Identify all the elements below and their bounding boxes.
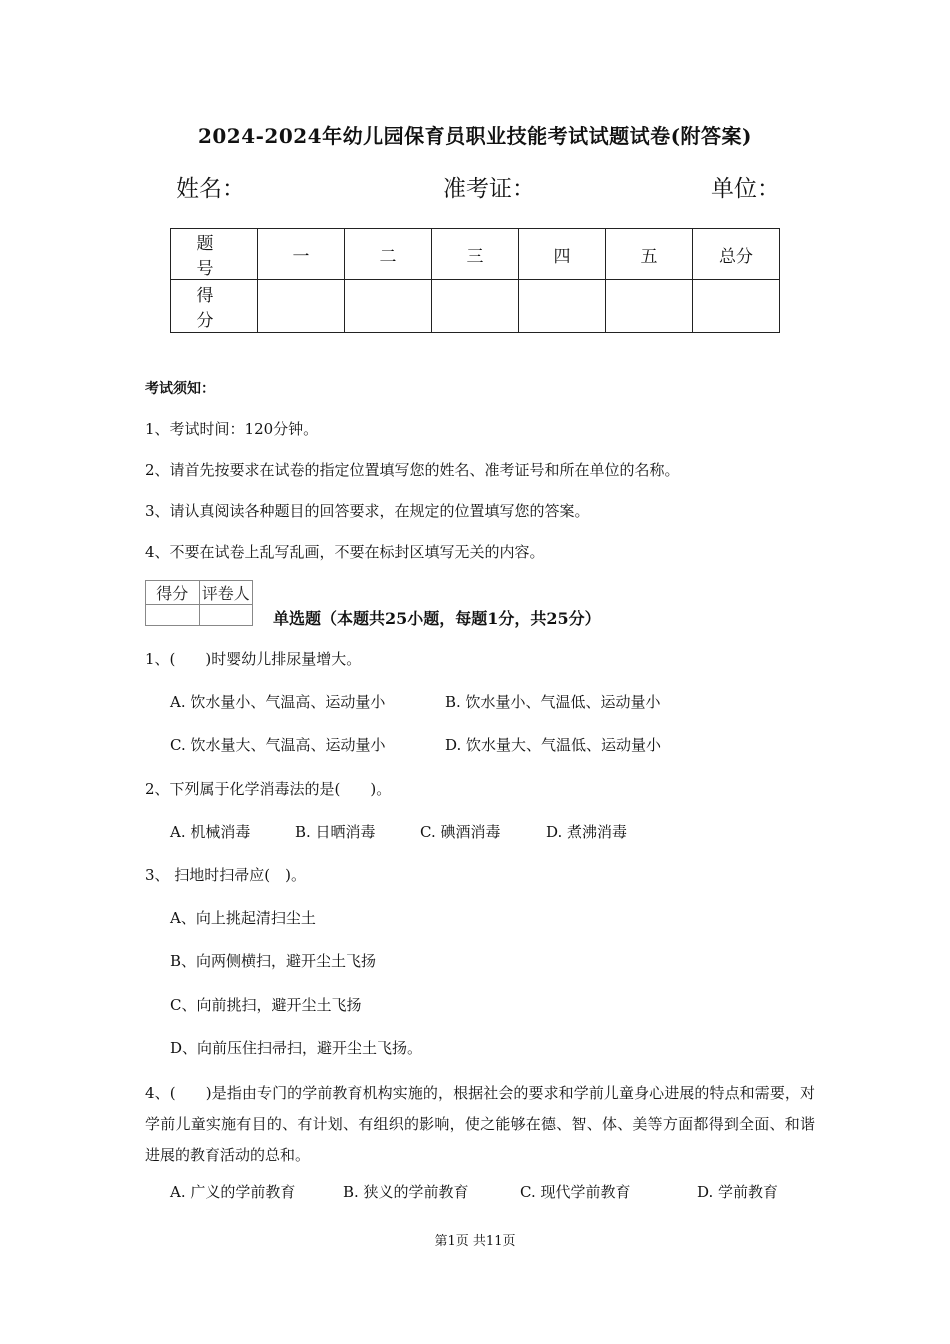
grader-reviewer-cell[interactable] xyxy=(199,605,253,626)
score-header-cell: 总分 xyxy=(693,229,780,280)
score-header-cell: 题 号 xyxy=(171,229,258,280)
option-a[interactable]: A. 机械消毒 xyxy=(170,823,251,841)
grader-table xyxy=(145,580,253,626)
option-c[interactable]: C. 饮水量大、气温高、运动量小 xyxy=(170,736,386,754)
notice-item: 1、考试时间：120分钟。 xyxy=(145,420,319,438)
notice-item: 3、请认真阅读各种题目的回答要求，在规定的位置填写您的答案。 xyxy=(145,502,590,520)
section-title: 单选题（本题共25小题，每题1分，共25分） xyxy=(273,609,601,628)
grader-score-label: 得分 xyxy=(146,581,200,605)
option-c[interactable]: C. 碘酒消毒 xyxy=(420,823,501,841)
score-input-cell[interactable] xyxy=(432,280,519,333)
score-input-cell[interactable] xyxy=(693,280,780,333)
score-input-cell[interactable] xyxy=(345,280,432,333)
option-b[interactable]: B、向两侧横扫，避开尘土飞扬 xyxy=(170,952,377,970)
option-d[interactable]: D. 学前教育 xyxy=(697,1183,779,1201)
score-header-cell: 一 xyxy=(258,229,345,280)
grader-reviewer-label: 评卷人 xyxy=(199,581,253,605)
question-stem: 3、 扫地时扫帚应( )。 xyxy=(145,866,307,884)
score-input-cell[interactable] xyxy=(519,280,606,333)
option-d[interactable]: D、向前压住扫帚扫，避开尘土飞扬。 xyxy=(170,1039,423,1057)
option-b[interactable]: B. 饮水量小、气温低、运动量小 xyxy=(445,693,661,711)
notice-item: 2、请首先按要求在试卷的指定位置填写您的姓名、准考证号和所在单位的名称。 xyxy=(145,461,680,479)
unit-field-label: 单位： xyxy=(711,176,780,202)
option-a[interactable]: A. 饮水量小、气温高、运动量小 xyxy=(170,693,386,711)
option-a[interactable]: A、向上挑起清扫尘土 xyxy=(170,909,316,927)
notice-heading: 考试须知： xyxy=(145,381,215,397)
score-table xyxy=(170,228,780,333)
option-c[interactable]: C. 现代学前教育 xyxy=(520,1183,631,1201)
option-b[interactable]: B. 狭义的学前教育 xyxy=(343,1183,469,1201)
score-header-cell: 四 xyxy=(519,229,606,280)
score-input-cell[interactable] xyxy=(606,280,693,333)
question-stem: 4、( )是指由专门的学前教育机构实施的，根据社会的要求和学前儿童身心进展的特点和需要，对学前儿童实施有目的、有计划、有组织的影响，使之能够在德、智、体、美等方面都得到全面、和谐进展的教育活动的总和。 xyxy=(145,1084,815,1164)
score-table-score-row xyxy=(171,280,780,333)
name-field-label: 姓名： xyxy=(176,176,245,202)
score-header-cell: 五 xyxy=(606,229,693,280)
option-b[interactable]: B. 日晒消毒 xyxy=(295,823,376,841)
score-table-header-row xyxy=(171,229,780,280)
score-header-cell: 三 xyxy=(432,229,519,280)
option-a[interactable]: A. 广义的学前教育 xyxy=(170,1183,296,1201)
score-header-cell: 二 xyxy=(345,229,432,280)
option-d[interactable]: D. 煮沸消毒 xyxy=(546,823,628,841)
page-footer: 第1页 共11页 xyxy=(434,1234,516,1249)
score-row-label: 得 分 xyxy=(171,280,258,333)
option-d[interactable]: D. 饮水量大、气温低、运动量小 xyxy=(445,736,662,754)
page-title: 2024-2024年幼儿园保育员职业技能考试试题试卷(附答案) xyxy=(197,124,753,148)
exam-id-field-label: 准考证： xyxy=(443,176,535,202)
question-stem: 2、下列属于化学消毒法的是( )。 xyxy=(145,780,392,798)
notice-item: 4、不要在试卷上乱写乱画，不要在标封区填写无关的内容。 xyxy=(145,543,545,561)
grader-score-cell[interactable] xyxy=(146,605,200,626)
question-stem: 1、( )时婴幼儿排尿量增大。 xyxy=(145,650,362,668)
score-input-cell[interactable] xyxy=(258,280,345,333)
option-c[interactable]: C、向前挑扫，避开尘土飞扬 xyxy=(170,996,362,1014)
